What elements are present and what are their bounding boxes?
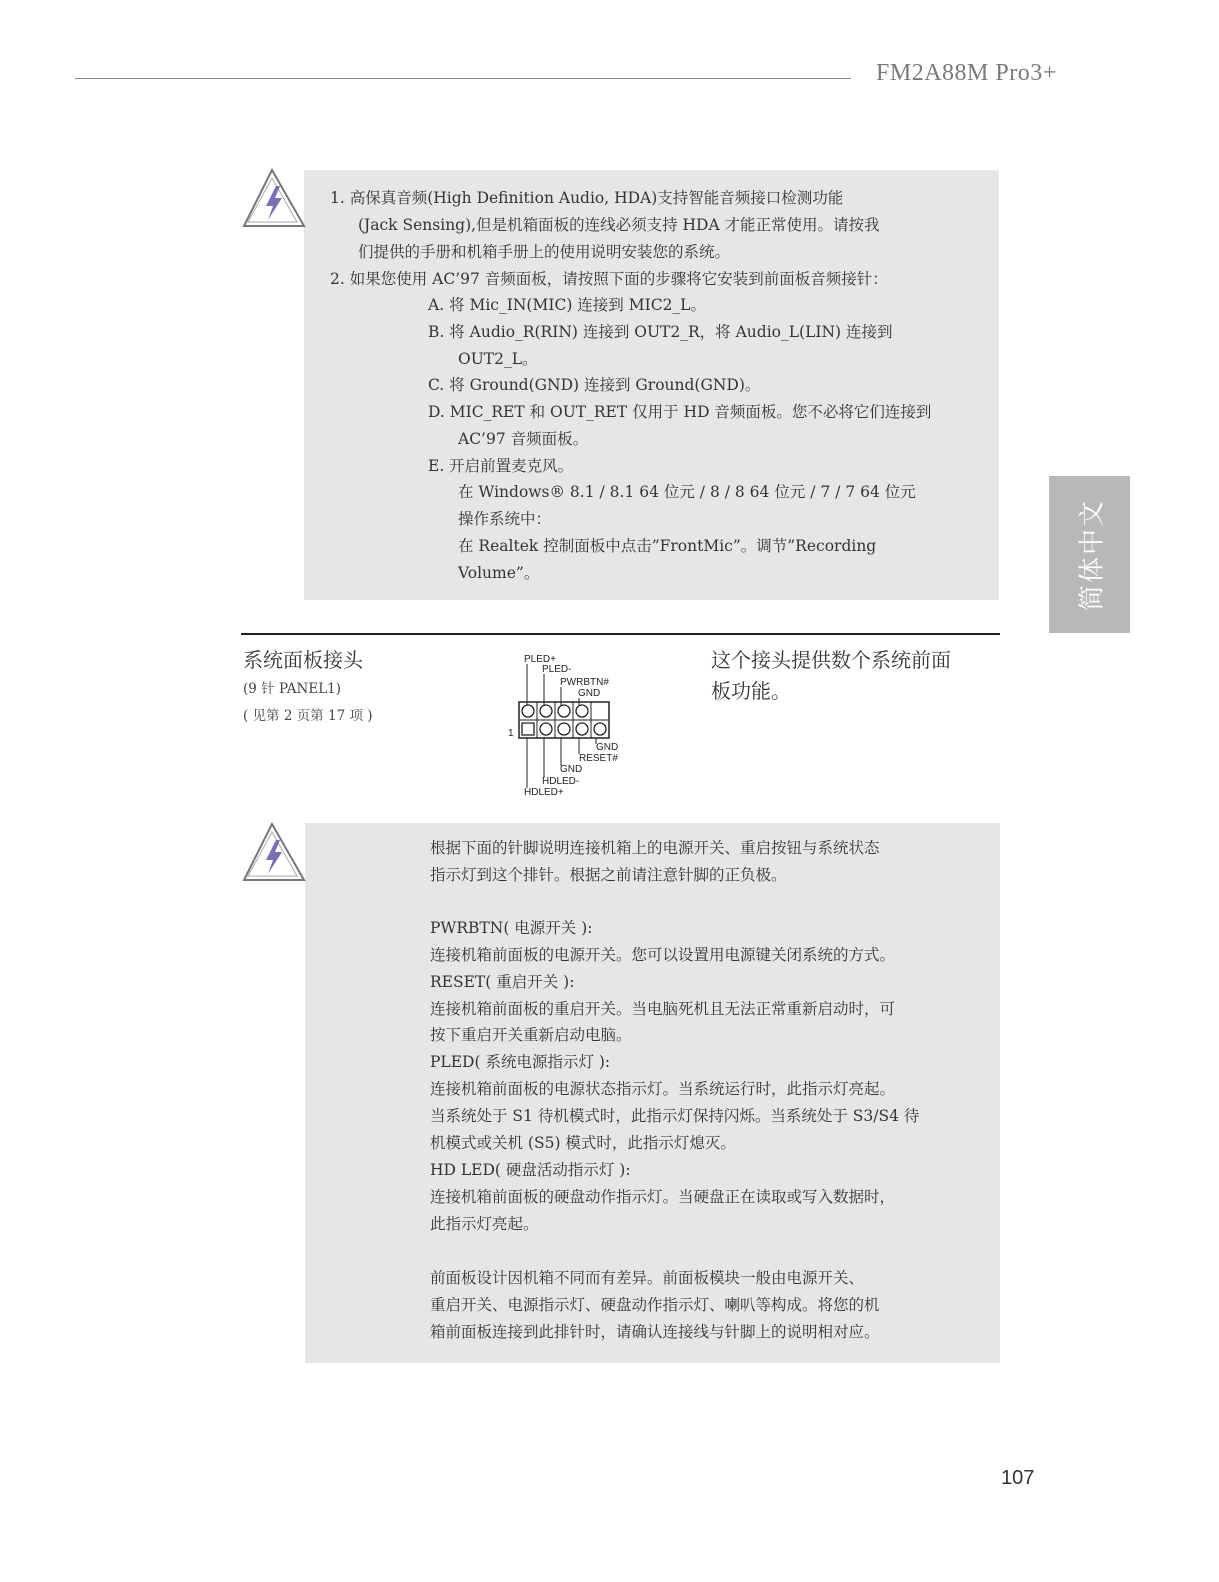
pin-label: RESET# [579, 753, 618, 764]
pin-label: PWRBTN# [560, 677, 609, 688]
note2-line: 连接机箱前面板的电源状态指示灯。当系统运行时，此指示灯亮起。 [430, 1080, 896, 1098]
note2-line: 根据下面的针脚说明连接机箱上的电源开关、重启按钮与系统状态 [430, 839, 880, 857]
note2-line: 连接机箱前面板的电源开关。您可以设置用电源键关闭系统的方式。 [430, 946, 896, 964]
note1-line: OUT2_L。 [458, 350, 538, 368]
header-rule [75, 78, 851, 79]
note1-line: 们提供的手册和机箱手册上的使用说明安装您的系统。 [358, 243, 731, 261]
note1-line: AC’97 音频面板。 [458, 430, 589, 448]
note2-line: 当系统处于 S1 待机模式时，此指示灯保持闪烁。当系统处于 S3/S4 待 [430, 1107, 920, 1125]
note1-line: E. 开启前置麦克风。 [428, 457, 574, 475]
note2-line: 连接机箱前面板的硬盘动作指示灯。当硬盘正在读取或写入数据时， [430, 1188, 896, 1206]
note1-line: 在 Windows® 8.1 / 8.1 64 位元 / 8 / 8 64 位元 / 7 / 7 64 位元 [458, 483, 916, 501]
pin-label: PLED- [542, 664, 572, 675]
note2-line: 连接机箱前面板的重启开关。当电脑死机且无法正常重新启动时，可 [430, 1000, 896, 1018]
note1-line: (Jack Sensing),但是机箱面板的连线必须支持 HDA 才能正常使用。请按我 [358, 216, 880, 234]
pin-label: HDLED- [542, 776, 580, 787]
note2-line: HD LED( 硬盘活动指示灯 ): [430, 1161, 631, 1179]
header-title: FM2A88M Pro3+ [876, 60, 1057, 86]
note2-line: PWRBTN( 电源开关 ): [430, 919, 593, 937]
note1-line: Volume”。 [458, 564, 540, 582]
note2-line: 此指示灯亮起。 [430, 1215, 539, 1233]
note1-line: 操作系统中： [458, 510, 552, 528]
section-description: 这个接头提供数个系统前面 [711, 648, 951, 672]
note2-line: 前面板设计因机箱不同而有差异。前面板模块一般由电源开关、 [430, 1269, 865, 1287]
note1-line: 1. 高保真音频(High Definition Audio, HDA)支持智能音频接口检测功能 [330, 189, 844, 207]
pin-one-label: 1 [508, 728, 514, 739]
note1-line: C. 将 Ground(GND) 连接到 Ground(GND)。 [428, 376, 761, 394]
note1-line: 2. 如果您使用 AC’97 音频面板，请按照下面的步骤将它安装到前面板音频接针： [330, 270, 888, 288]
panel-header-diagram [500, 650, 640, 800]
note2-line: PLED( 系统电源指示灯 ): [430, 1053, 611, 1071]
warning-icon [242, 168, 306, 228]
note1-line: A. 将 Mic_IN(MIC) 连接到 MIC2_L。 [428, 296, 706, 314]
section-reference: ( 见第 2 页第 17 项 ) [243, 708, 373, 724]
pin-label: GND [560, 764, 583, 775]
note2-line: 箱前面板连接到此排针时，请确认连接线与针脚上的说明相对应。 [430, 1323, 880, 1341]
pin-label: PLED+ [524, 654, 556, 665]
pin-label: GND [578, 688, 601, 699]
section-pin-info: (9 针 PANEL1) [243, 681, 342, 697]
note1-line: B. 将 Audio_R(RIN) 连接到 OUT2_R，将 Audio_L(LIN) 连接到 [428, 323, 893, 341]
language-side-tab-label: 简体中文 [1077, 498, 1107, 611]
language-side-tab [1049, 476, 1130, 633]
note1-line: D. MIC_RET 和 OUT_RET 仅用于 HD 音频面板。您不必将它们连接到 [428, 403, 932, 421]
section-rule [241, 633, 1000, 635]
note2-line: 重启开关、电源指示灯、硬盘动作指示灯、喇叭等构成。将您的机 [430, 1296, 880, 1314]
page-number: 107 [1001, 1467, 1035, 1489]
note2-line: RESET( 重启开关 ): [430, 973, 575, 991]
pin-label: HDLED+ [524, 787, 564, 798]
note2-line: 按下重启开关重新启动电脑。 [430, 1026, 632, 1044]
note2-line: 指示灯到这个排针。根据之前请注意针脚的正负极。 [430, 866, 787, 884]
warning-icon [242, 822, 306, 882]
pin-label: GND [596, 742, 619, 753]
section-title: 系统面板接头 [243, 648, 363, 672]
section-description: 板功能。 [711, 679, 791, 703]
note1-line: 在 Realtek 控制面板中点击”FrontMic”。调节”Recording [458, 537, 877, 555]
note2-line: 机模式或关机 (S5) 模式时，此指示灯熄灭。 [430, 1134, 736, 1152]
